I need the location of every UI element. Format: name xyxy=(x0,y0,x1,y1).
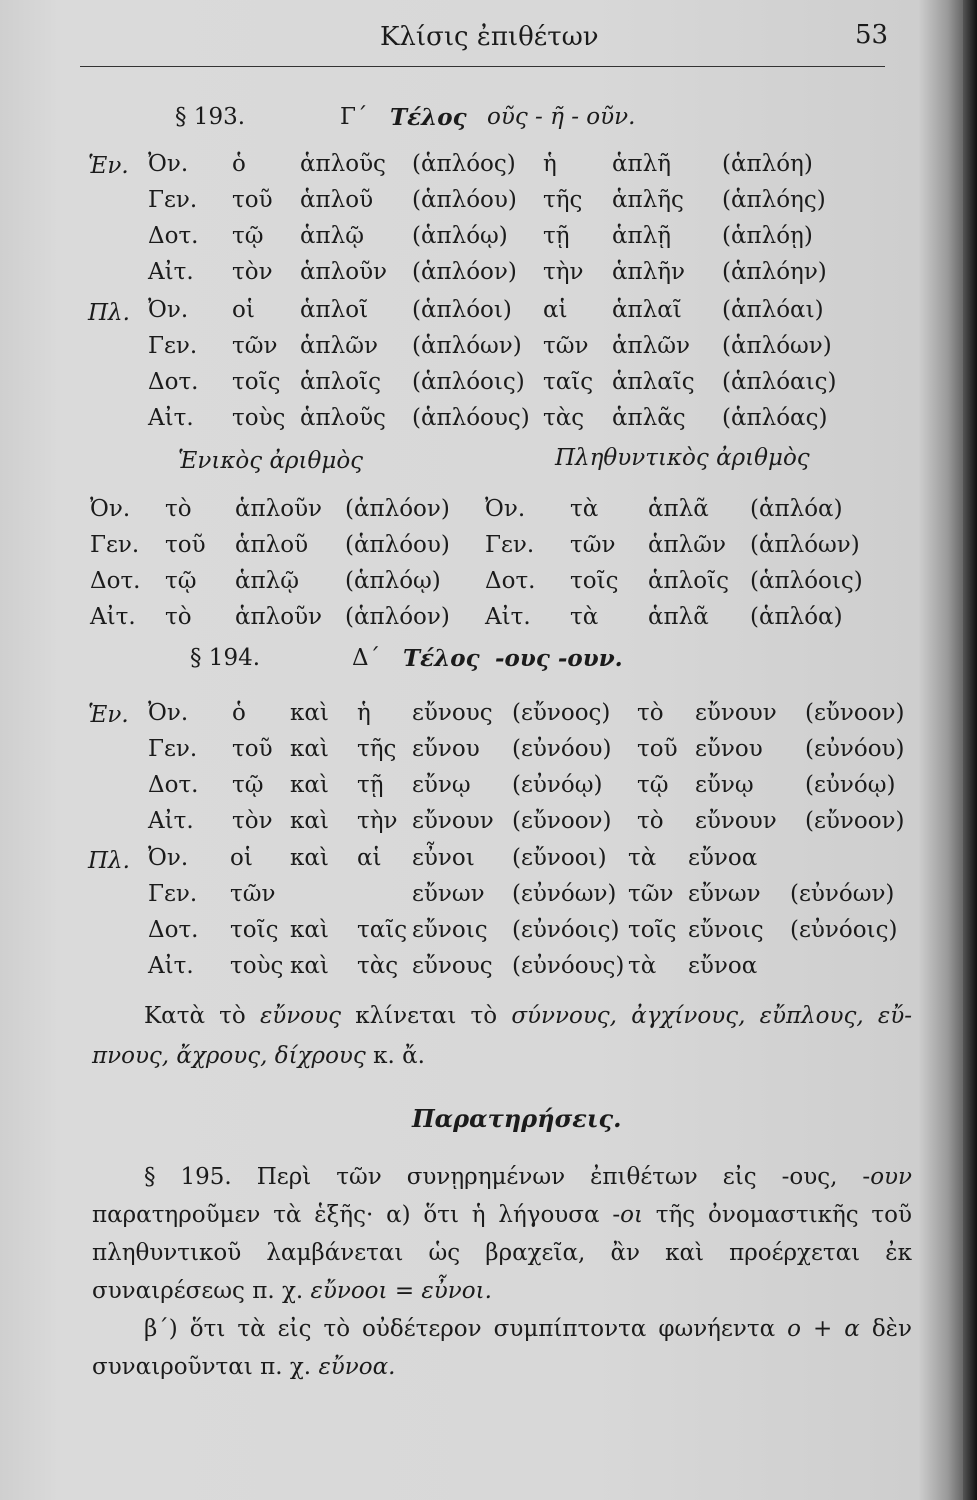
table-cell: ἁπλῷ xyxy=(300,223,364,249)
neuter-singular-heading: Ἑνικὸς ἀριθμὸς xyxy=(178,448,364,474)
table-cell: ἁπλᾶ xyxy=(648,604,709,630)
table-cell: (ἁπλόοις) xyxy=(412,369,525,395)
table-cell: (ἁπλόῳ) xyxy=(345,568,441,594)
table-cell: ἁπλῶν xyxy=(612,333,690,359)
neuter-plural-heading: Πληθυντικὸς ἀριθμὸς xyxy=(555,445,810,471)
table-cell: εὔνουν xyxy=(695,808,777,834)
table-cell: (ἁπλόα) xyxy=(750,496,843,522)
table-cell: (εὔνοοι) xyxy=(512,845,607,871)
table-cell: εὔνους xyxy=(412,700,493,726)
paragraph-text: β΄) ὅτι τὰ εἰς τὸ οὐδέτερον συμπίπτοντα φωνήεντα xyxy=(144,1316,788,1342)
observations-title: Παρατηρήσεις. xyxy=(412,1104,622,1133)
declension-note xyxy=(92,996,912,1076)
table-cell: τῷ xyxy=(637,772,669,798)
case-label: Αἰτ. xyxy=(90,604,136,630)
table-cell: ἁπλῶν xyxy=(300,333,378,359)
table-cell: τῶν xyxy=(570,532,616,558)
note-text: κ. ἄ. xyxy=(365,1043,425,1069)
case-label: Αἰτ. xyxy=(148,259,194,285)
table-cell: (εὔνοον) xyxy=(512,808,612,834)
table-cell: (ἁπλόας) xyxy=(722,405,828,431)
table-cell: ταῖς xyxy=(543,369,594,395)
case-label: Δοτ. xyxy=(148,369,199,395)
table-cell: (εὐνόοις) xyxy=(512,917,620,943)
case-label: Ὀν. xyxy=(148,845,189,871)
section-endings: -ους -ουν. xyxy=(495,645,623,672)
note-example-word: εὔνους xyxy=(259,1003,341,1029)
table-cell: καὶ xyxy=(290,772,329,798)
case-label: Γεν. xyxy=(148,333,198,359)
case-label: Αἰτ. xyxy=(148,953,194,979)
table-cell: ἁπλοῦ xyxy=(235,532,309,558)
table-cell: (ἁπλόος) xyxy=(412,151,516,177)
paragraph-vowels: ο + α xyxy=(787,1316,860,1342)
table-cell: (ἁπλόων) xyxy=(722,333,832,359)
case-label: Γεν. xyxy=(485,532,535,558)
section-number: § 194. xyxy=(190,645,261,671)
paragraph-example: εὔνοοι = εὖνοι. xyxy=(310,1278,492,1304)
running-header-title: Κλίσις ἐπιθέτων xyxy=(380,22,599,52)
table-cell: (ἁπλόα) xyxy=(750,604,843,630)
table-cell: τὸ xyxy=(637,700,664,726)
table-cell: τὰ xyxy=(570,496,599,522)
table-cell: ἁπλοῦν xyxy=(235,496,323,522)
table-cell: (εὐνόων) xyxy=(790,881,895,907)
table-cell: τοῦ xyxy=(165,532,206,558)
table-cell: τοῦ xyxy=(232,736,273,762)
plural-label: Πλ. xyxy=(88,848,130,874)
table-cell: (ἁπλόη) xyxy=(722,151,813,177)
case-label: Γεν. xyxy=(90,532,140,558)
table-cell: (εὐνόου) xyxy=(512,736,612,762)
case-label: Γεν. xyxy=(148,881,198,907)
section-label: Δ΄ xyxy=(352,645,381,671)
paragraph-text: § 195. Περὶ τῶν συνῃρημένων ἐπιθέτων εἰς -ους, - xyxy=(144,1164,871,1190)
table-cell: καὶ xyxy=(290,736,329,762)
table-cell: οἱ xyxy=(232,297,255,323)
table-cell: εὔνουν xyxy=(695,700,777,726)
table-cell: ἡ xyxy=(543,151,557,177)
table-cell: (εὐνόου) xyxy=(805,736,905,762)
table-cell: ἁπλᾶ xyxy=(648,496,709,522)
note-text: κλίνεται τὸ xyxy=(340,1003,512,1029)
table-cell: τὰ xyxy=(570,604,599,630)
table-cell: (εὐνόῳ) xyxy=(805,772,896,798)
table-cell: τῇ xyxy=(543,223,570,249)
table-cell: ταῖς xyxy=(357,917,408,943)
table-cell: ἁπλαῖ xyxy=(612,297,682,323)
table-cell: τοῖς xyxy=(230,917,279,943)
table-cell: (εὐνόους) xyxy=(512,953,625,979)
table-cell: καὶ xyxy=(290,845,329,871)
table-cell: (ἁπλόῃ) xyxy=(722,223,813,249)
table-cell: (ἁπλόους) xyxy=(412,405,530,431)
case-label: Δοτ. xyxy=(485,568,536,594)
singular-label: Ἑν. xyxy=(88,153,129,179)
table-cell: καὶ xyxy=(290,917,329,943)
table-cell: εὔνῳ xyxy=(412,772,471,798)
table-cell: ἁπλοῖ xyxy=(300,297,369,323)
section-endings: οῦς - ῆ - οῦν. xyxy=(487,104,636,130)
table-cell: εὔνους xyxy=(412,953,493,979)
table-cell: τοὺς xyxy=(232,405,286,431)
table-cell: τῷ xyxy=(232,772,264,798)
table-cell: εὔνοις xyxy=(412,917,488,943)
table-cell: ἁπλῇ xyxy=(612,223,672,249)
table-cell: ἁπλοῦν xyxy=(300,259,388,285)
table-cell: εὔνων xyxy=(412,881,485,907)
table-cell: (ἁπλόοις) xyxy=(750,568,863,594)
table-cell: τὴν xyxy=(357,808,398,834)
case-label: Δοτ. xyxy=(90,568,141,594)
table-cell: τὰς xyxy=(543,405,585,431)
case-label: Αἰτ. xyxy=(148,808,194,834)
table-cell: ἁπλοῖς xyxy=(648,568,729,594)
table-cell: (εὔνοον) xyxy=(805,700,905,726)
table-cell: ἁπλῶν xyxy=(648,532,726,558)
page-number: 53 xyxy=(855,20,889,50)
table-cell: τὸ xyxy=(637,808,664,834)
table-cell: (ἁπλόων) xyxy=(750,532,860,558)
paragraph-example: εὔνοα. xyxy=(318,1354,396,1380)
table-cell: τῆς xyxy=(543,187,583,213)
table-cell: τοῦ xyxy=(232,187,273,213)
table-cell: ἁπλαῖς xyxy=(612,369,695,395)
table-cell: οἱ xyxy=(230,845,253,871)
table-cell: εὔνου xyxy=(412,736,480,762)
table-cell: τοῖς xyxy=(570,568,619,594)
page-gutter-edge xyxy=(963,0,977,1500)
table-cell: εὔνῳ xyxy=(695,772,754,798)
table-cell: εὔνοα xyxy=(688,953,758,979)
table-cell: τοῖς xyxy=(232,369,281,395)
table-cell: τῶν xyxy=(628,881,674,907)
paragraph-ending: ουν xyxy=(870,1164,912,1190)
table-cell: τῷ xyxy=(165,568,197,594)
table-cell: ἁπλοῦ xyxy=(300,187,374,213)
table-cell: τοῖς xyxy=(628,917,677,943)
table-cell: ἁπλοῦν xyxy=(235,604,323,630)
table-cell: ἁπλῆς xyxy=(612,187,684,213)
table-cell: τὸ xyxy=(165,604,192,630)
case-label: Δοτ. xyxy=(148,223,199,249)
table-cell: (ἁπλόον) xyxy=(345,604,450,630)
case-label: Ὀν. xyxy=(148,297,189,323)
table-cell: τὰς xyxy=(357,953,399,979)
table-cell: (ἁπλόον) xyxy=(345,496,450,522)
case-label: Δοτ. xyxy=(148,772,199,798)
table-cell: (ἁπλόου) xyxy=(412,187,517,213)
table-cell: τοῦ xyxy=(637,736,678,762)
table-cell: τῶν xyxy=(232,333,278,359)
table-cell: τὴν xyxy=(543,259,584,285)
table-cell: (ἁπλόου) xyxy=(345,532,450,558)
table-cell: (ἁπλόης) xyxy=(722,187,826,213)
table-cell: (ἁπλόην) xyxy=(722,259,827,285)
table-cell: εὔνοις xyxy=(688,917,764,943)
table-cell: εὔνου xyxy=(695,736,763,762)
case-label: Ὀν. xyxy=(148,151,189,177)
section-title: Τέλος xyxy=(403,645,480,672)
plural-label: Πλ. xyxy=(88,300,130,326)
table-cell: τὸ xyxy=(165,496,192,522)
table-cell: τὸν xyxy=(232,808,273,834)
table-cell: (εὐνόοις) xyxy=(790,917,898,943)
table-cell: εὖνοι xyxy=(412,845,475,871)
paragraph-ending: οι xyxy=(620,1202,643,1228)
section-title: Τέλος xyxy=(390,104,467,131)
paragraph-text: παρατηροῦμεν τὰ ἑξῆς· α) ὅτι ἡ λήγουσα - xyxy=(92,1202,621,1228)
case-label: Ὀν. xyxy=(148,700,189,726)
case-label: Γεν. xyxy=(148,187,198,213)
table-cell: ὁ xyxy=(232,151,246,177)
section-number: § 193. xyxy=(175,104,246,130)
table-cell: τὰ xyxy=(628,845,657,871)
table-cell: ἁπλοῦς xyxy=(300,151,386,177)
table-cell: (ἁπλόῳ) xyxy=(412,223,508,249)
table-cell: ἁπλᾶς xyxy=(612,405,686,431)
paragraph-beta xyxy=(92,1310,912,1386)
table-cell: ἁπλῷ xyxy=(235,568,299,594)
table-cell: εὔνων xyxy=(688,881,761,907)
table-cell: εὔνοα xyxy=(688,845,758,871)
table-cell: τοὺς xyxy=(230,953,284,979)
table-cell: ἡ xyxy=(357,700,371,726)
table-cell: τῇ xyxy=(357,772,384,798)
table-cell: τῶν xyxy=(543,333,589,359)
header-rule xyxy=(80,66,885,67)
table-cell: ἁπλοῦς xyxy=(300,405,386,431)
table-cell: ἁπλῆ xyxy=(612,151,672,177)
table-cell: ἁπλοῖς xyxy=(300,369,381,395)
note-text: Κατὰ τὸ xyxy=(144,1003,260,1029)
case-label: Αἰτ. xyxy=(148,405,194,431)
table-cell: τὰ xyxy=(628,953,657,979)
table-cell: τῷ xyxy=(232,223,264,249)
table-cell: (εὐνόων) xyxy=(512,881,617,907)
table-cell: καὶ xyxy=(290,953,329,979)
paragraph-text: τῆς ὀνομαστικῆς τοῦ πληθυντικοῦ λαμβάνεται ὡς βραχεῖα, ἂν καὶ προέρχεται ἐκ συναιρέσεως π. χ. xyxy=(92,1202,912,1304)
table-cell: (εὔνοος) xyxy=(512,700,611,726)
table-cell: καὶ xyxy=(290,808,329,834)
table-cell: (εὔνοον) xyxy=(805,808,905,834)
table-cell: (ἁπλόαι) xyxy=(722,297,824,323)
table-cell: τῆς xyxy=(357,736,397,762)
case-label: Ὀν. xyxy=(485,496,526,522)
table-cell: τὸν xyxy=(232,259,273,285)
table-cell: (ἁπλόων) xyxy=(412,333,522,359)
case-label: Αἰτ. xyxy=(485,604,531,630)
section-label: Γ΄ xyxy=(340,104,368,130)
paragraph-text: δὲν συναιροῦνται π. χ. xyxy=(92,1316,912,1380)
note-word-list: σύννους, ἀγχίνους, εὔπλους, εὔ-πνους, ἄχρους, δίχρους xyxy=(92,1003,912,1069)
paragraph-195 xyxy=(92,1158,912,1310)
table-cell: τῶν xyxy=(230,881,276,907)
table-cell: ἁπλῆν xyxy=(612,259,685,285)
case-label: Γεν. xyxy=(148,736,198,762)
table-cell: (ἁπλόαις) xyxy=(722,369,837,395)
table-cell: εὔνουν xyxy=(412,808,494,834)
table-cell: (εὐνόῳ) xyxy=(512,772,603,798)
case-label: Δοτ. xyxy=(148,917,199,943)
table-cell: καὶ xyxy=(290,700,329,726)
table-cell: αἱ xyxy=(543,297,568,323)
table-cell: αἱ xyxy=(357,845,382,871)
singular-label: Ἑν. xyxy=(88,702,129,728)
table-cell: (ἁπλόον) xyxy=(412,259,517,285)
case-label: Ὀν. xyxy=(90,496,131,522)
table-cell: (ἁπλόοι) xyxy=(412,297,512,323)
table-cell: ὁ xyxy=(232,700,246,726)
